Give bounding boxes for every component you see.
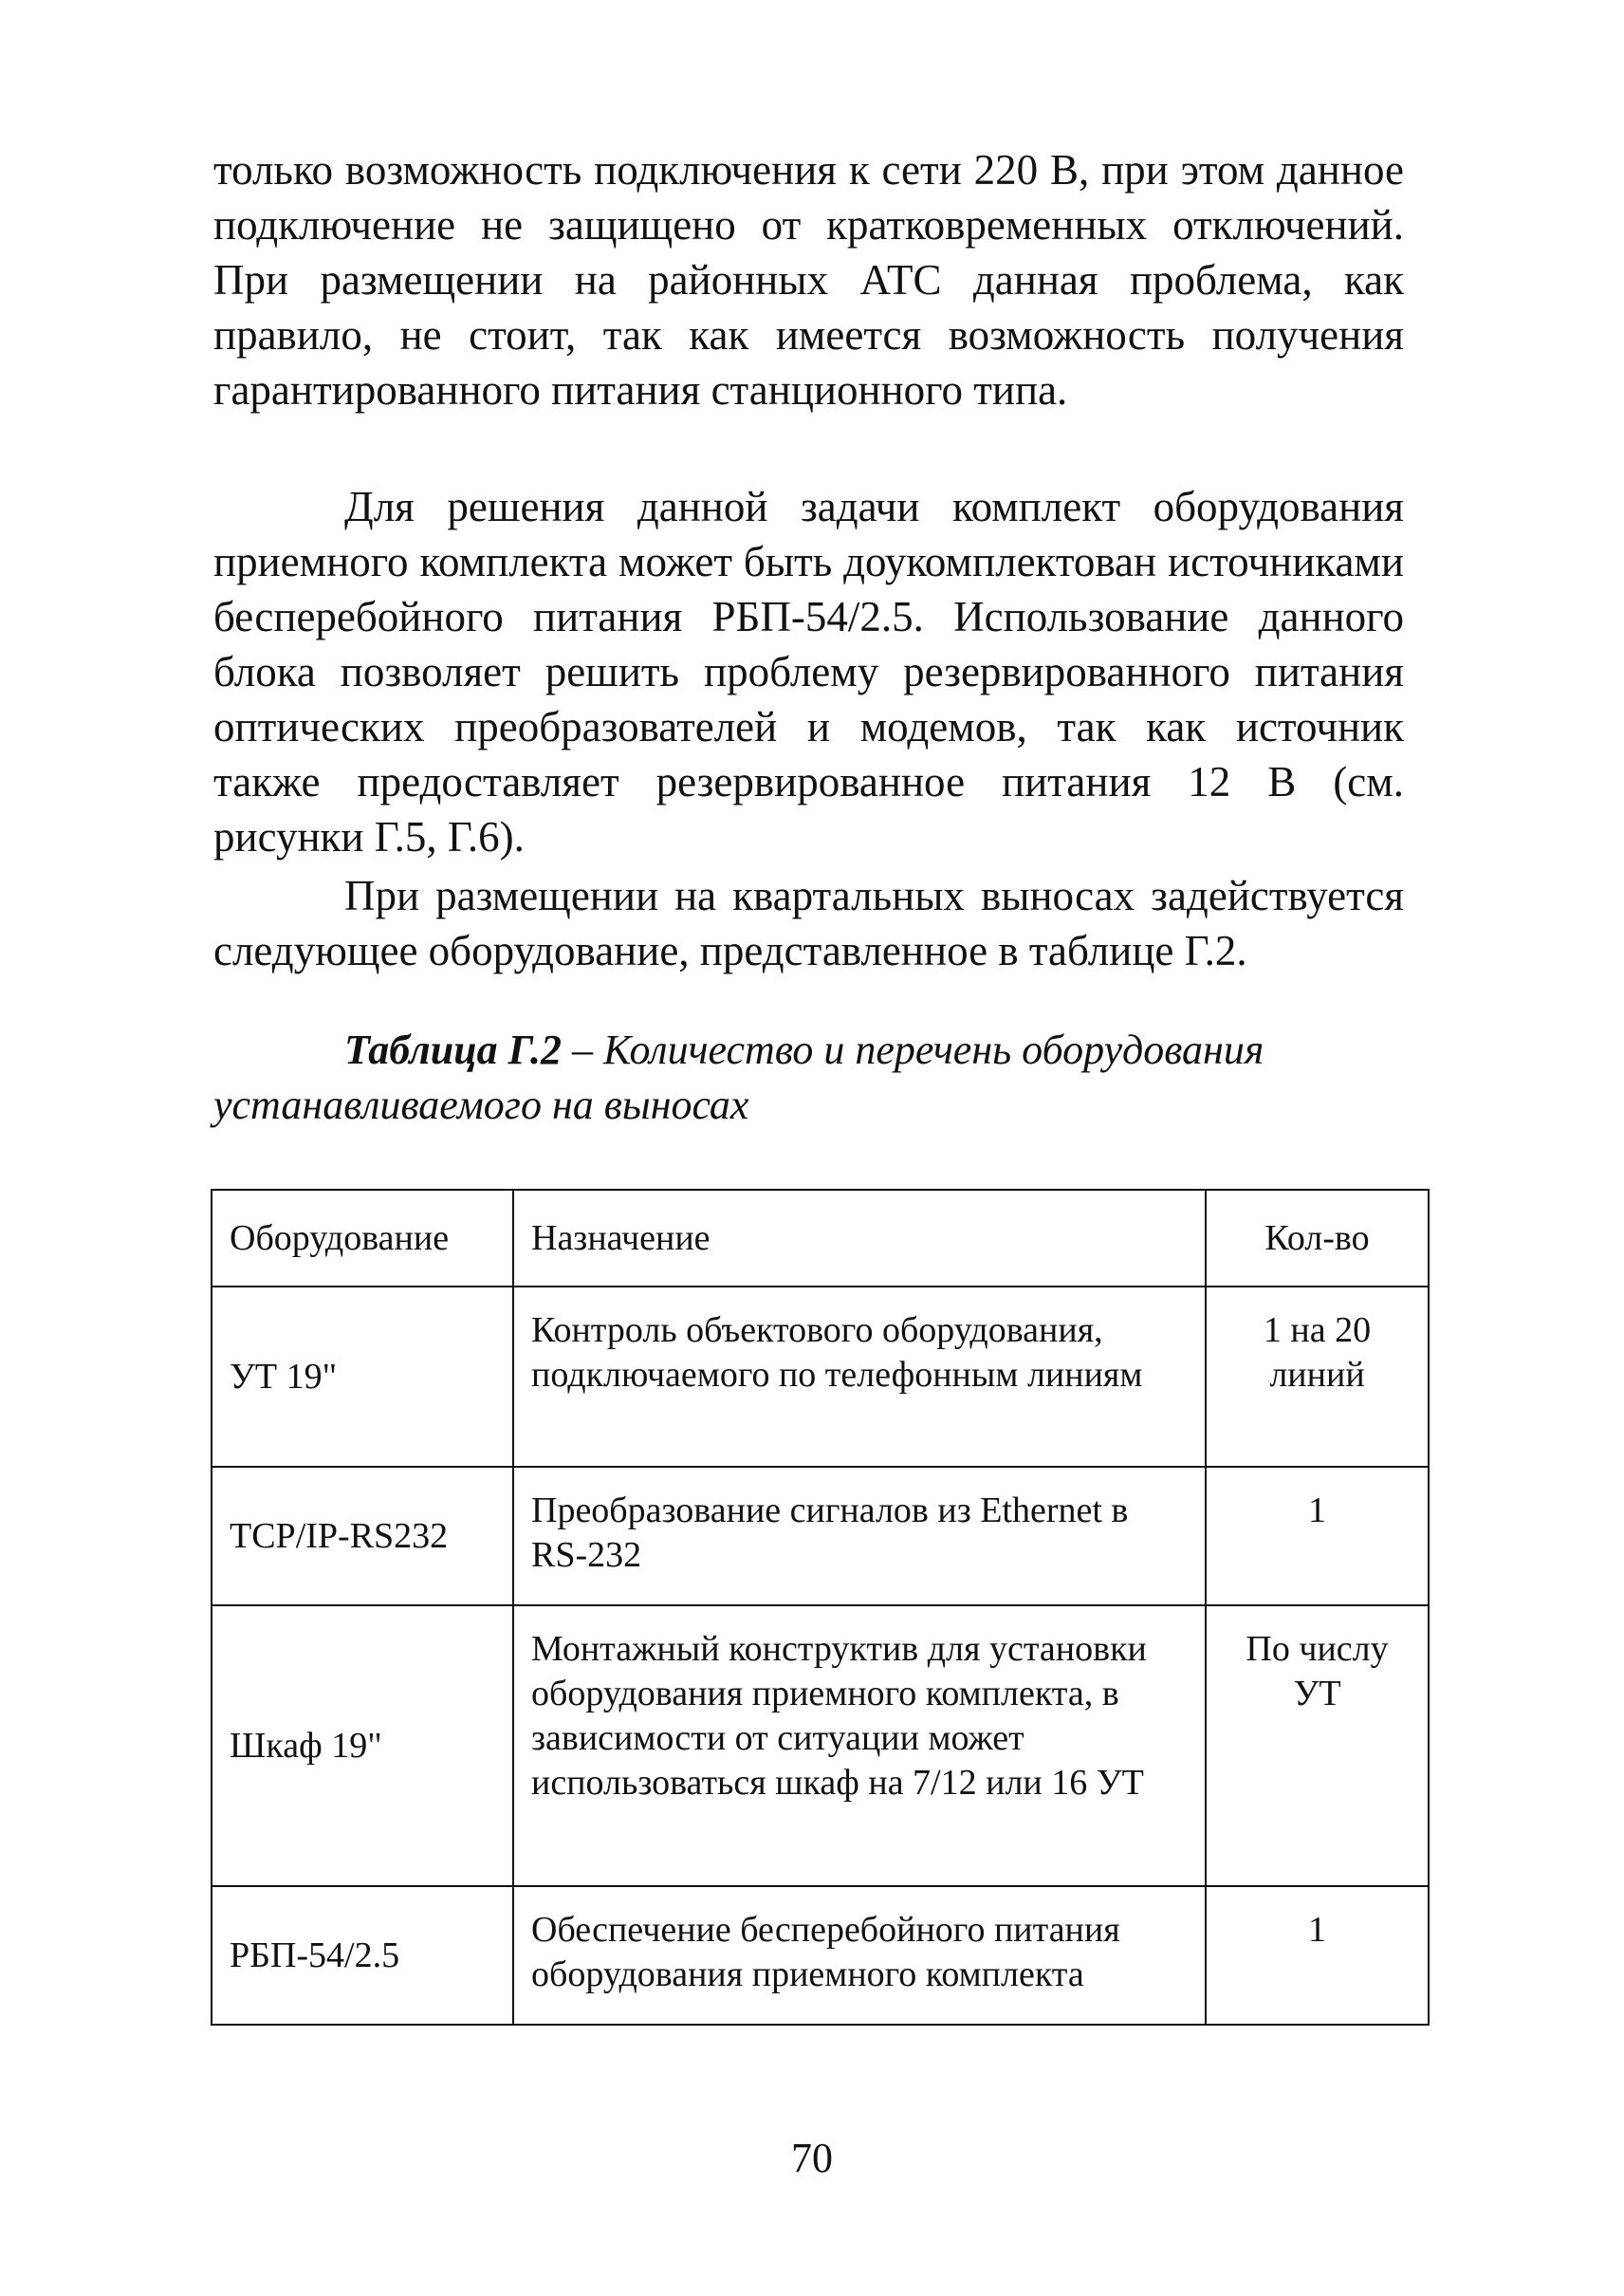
header-equipment: Оборудование bbox=[212, 1190, 513, 1287]
cell-purpose: Преобразование сигналов из Ethernet в RS-232 bbox=[513, 1467, 1206, 1605]
cell-quantity: 1 bbox=[1206, 1467, 1429, 1605]
cell-equipment: TCP/IP-RS232 bbox=[212, 1467, 513, 1605]
cell-purpose: Контроль объектового оборудования, подключаемого по телефонным линиям bbox=[513, 1287, 1206, 1467]
paragraph-remote-equipment: При размещении на квартальных выносах задействуется следующее оборудование, представленное в таблице Г.2. bbox=[213, 872, 1404, 974]
paragraph-continuation: только возможность подключения к сети 220 В, при этом данное подключение не защищено от кратковременных отключений. При размещении на районных АТС данная проблема, как правило, не стоит, так как имеется возможность получения гарантированного питания станционного типа. bbox=[213, 146, 1404, 414]
paragraph-block bbox=[213, 868, 1404, 978]
cell-quantity: По числу УТ bbox=[1206, 1605, 1429, 1886]
table-caption bbox=[213, 1023, 1404, 1133]
table-row bbox=[212, 1886, 1429, 2025]
table-row bbox=[212, 1605, 1429, 1886]
page-number: 70 bbox=[791, 2135, 833, 2181]
paragraph-block bbox=[213, 142, 1404, 417]
paragraph-ups-solution: Для решения данной задачи комплект оборудования приемного комплекта может быть доукомплектован источниками бесперебойного питания РБП-54/2.5. Использование данного блока позволяет решить проблему резервированного питания оптических преобразователей и модемов, так как источник также предоставляет резервированное питания 12 В (см. рисунки Г.5, Г.6). bbox=[213, 483, 1404, 861]
table-caption-text: – Количество и перечень оборудования устанавливаемого на выносах bbox=[213, 1027, 1264, 1128]
header-purpose: Назначение bbox=[513, 1190, 1206, 1287]
cell-purpose: Обеспечение бесперебойного питания оборудования приемного комплекта bbox=[513, 1886, 1206, 2025]
cell-purpose: Монтажный конструктив для установки оборудования приемного комплекта, в зависимости от ситуации может использоваться шкаф на 7/12 или 16 УТ bbox=[513, 1605, 1206, 1886]
cell-equipment: УТ 19" bbox=[212, 1287, 513, 1467]
equipment-table bbox=[211, 1189, 1430, 2026]
cell-equipment: Шкаф 19" bbox=[212, 1605, 513, 1886]
cell-equipment: РБП-54/2.5 bbox=[212, 1886, 513, 2025]
cell-quantity: 1 на 20 линий bbox=[1206, 1287, 1429, 1467]
table-row bbox=[212, 1287, 1429, 1467]
table-header-row bbox=[212, 1190, 1429, 1287]
paragraph-block bbox=[213, 479, 1404, 864]
table-row bbox=[212, 1467, 1429, 1605]
table-caption-label: Таблица Г.2 bbox=[344, 1027, 562, 1073]
header-quantity: Кол-во bbox=[1206, 1190, 1429, 1287]
cell-quantity: 1 bbox=[1206, 1886, 1429, 2025]
